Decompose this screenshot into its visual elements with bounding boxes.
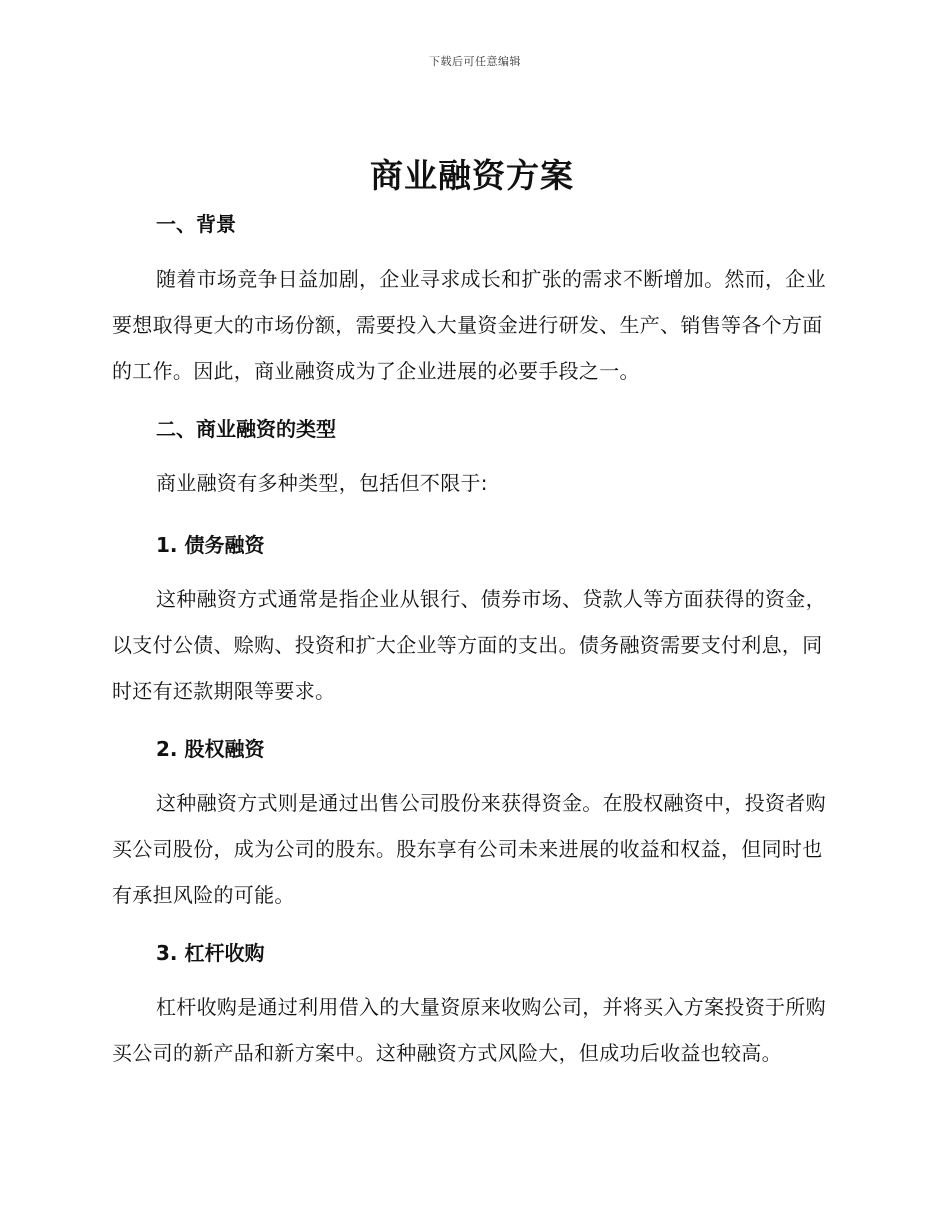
- section-heading-leveraged-buyout: 3. 杠杆收购: [156, 941, 265, 965]
- section-paragraph-background: 随着市场竞争日益加剧，企业寻求成长和扩张的需求不断增加。然而，企业要想取得更大的市场份额，需要投入大量资金进行研发、生产、销售等各个方面的工作。因此，商业融资成为了企业进展的必要手段之一。: [112, 267, 826, 383]
- section-heading-equity-financing: 2. 股权融资: [156, 737, 265, 761]
- section-heading-debt-financing: 1. 债务融资: [156, 533, 265, 557]
- document-title: 商业融资方案: [370, 156, 574, 195]
- page-header-note: 下载后可任意编辑: [429, 55, 521, 68]
- section-heading-financing-types: 二、商业融资的类型: [156, 417, 336, 441]
- section-paragraph-debt-financing: 这种融资方式通常是指企业从银行、债券市场、贷款人等方面获得的资金，以支付公债、赊购、投资和扩大企业等方面的支出。债务融资需要支付利息，同时还有还款期限等要求。: [112, 587, 826, 703]
- section-paragraph-leveraged-buyout: 杠杆收购是通过利用借入的大量资原来收购公司，并将买入方案投资于所购买公司的新产品和新方案中。这种融资方式风险大，但成功后收益也较高。: [112, 995, 826, 1065]
- section-paragraph-financing-types: 商业融资有多种类型，包括但不限于:: [156, 471, 488, 495]
- section-paragraph-equity-financing: 这种融资方式则是通过出售公司股份来获得资金。在股权融资中，投资者购买公司股份，成为公司的股东。股东享有公司未来进展的收益和权益，但同时也有承担风险的可能。: [112, 791, 826, 907]
- section-heading-background: 一、背景: [156, 212, 236, 236]
